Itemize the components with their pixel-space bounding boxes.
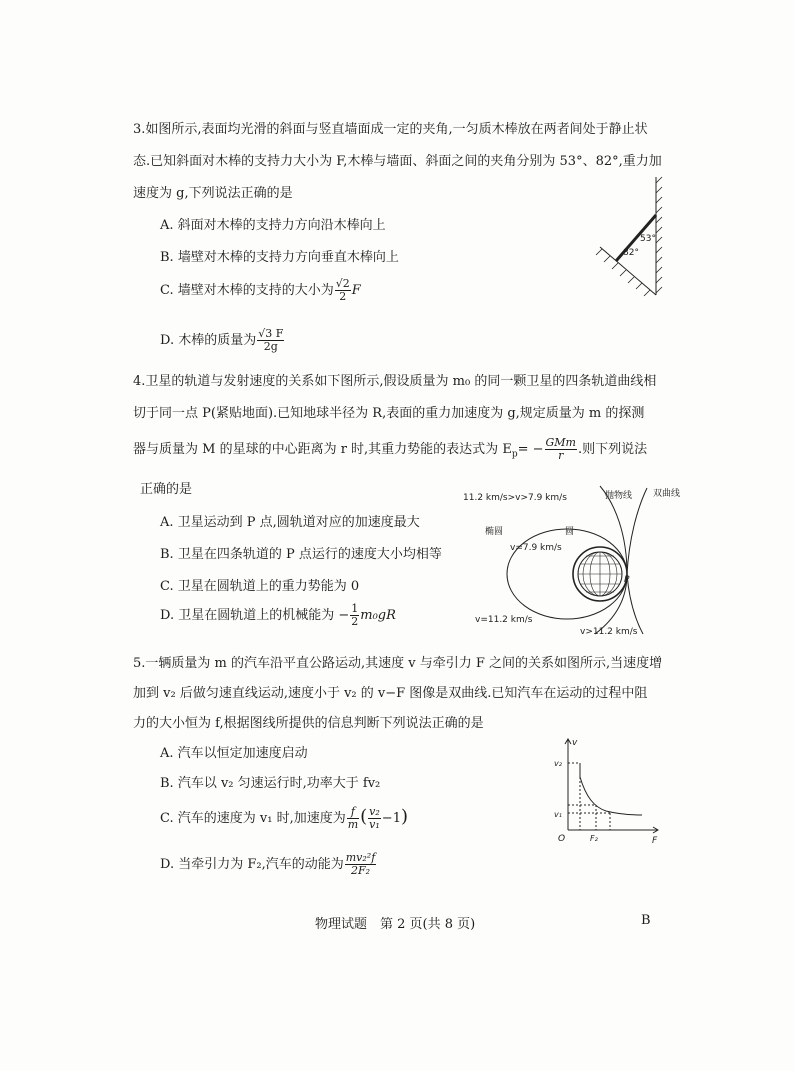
q5-vf-graph: [548, 735, 663, 845]
footer-version: B: [641, 913, 651, 928]
q5-v1-label: v₁: [554, 810, 562, 819]
q4-label-parabola: 抛物线: [605, 491, 633, 501]
q5-axis-v-label: v: [572, 738, 578, 748]
q4-option-b: B. 卫星在四条轨道的 P 点运行的速度大小均相等: [160, 547, 442, 562]
q3-figure: [590, 175, 670, 300]
q5-stem-line3: 力的大小恒为 f,根据图线所提供的信息判断下列说法正确的是: [133, 716, 484, 731]
q4-label-circle: 圆: [565, 527, 575, 537]
q4-label-vgt112: v>11.2 km/s: [580, 627, 638, 637]
q3-option-d-fraction: $\frac{√3 F}{2g}$: [258, 327, 284, 354]
q5-option-d: D. 当牵引力为 F₂,汽车的动能为 $\frac{\text{mv₂²f}}{\text{2F₂}}$: [160, 851, 376, 878]
q5-option-a: A. 汽车以恒定加速度启动: [160, 746, 308, 761]
q4-stem-line4: 正确的是: [140, 482, 193, 497]
q3-stem-line3: 速度为 g,下列说法正确的是: [133, 186, 293, 201]
q3-stem-line1: 3.如图所示,表面均光滑的斜面与竖直墙面成一定的夹角,一匀质木棒放在两者间处于静止状: [133, 122, 648, 137]
q5-origin-label: O: [558, 834, 566, 844]
q3-angle-82: 82°: [623, 248, 639, 258]
q4-stem-line1: 4.卫星的轨道与发射速度的关系如下图所示,假设质量为 m₀ 的同一颗卫星的四条轨道曲线相: [133, 374, 657, 389]
q3-option-d: [160, 328, 285, 353]
q4-stem-line2: 切于同一点 P(紧贴地面).已知地球半径为 R,表面的重力加速度为 g,规定质量为 m 的探测: [133, 406, 645, 421]
q5-axis-f-label: F: [652, 836, 658, 845]
q3-option-d-text: D. 木棒的质量为: [160, 333, 257, 349]
q5-option-b: B. 汽车以 v₂ 匀速运行时,功率大于 fv₂: [160, 776, 381, 791]
q5-f2-label: F₂: [590, 834, 598, 843]
q5-v2-label: v₂: [554, 759, 562, 768]
q4-label-v112: v=11.2 km/s: [475, 615, 533, 625]
q4-label-hyperbola: 双曲线: [653, 489, 681, 499]
q4-orbit-figure: [455, 484, 685, 639]
q3-angle-53: 53°: [640, 234, 656, 244]
q3-option-c-fraction: $\frac{√2}{2}$: [335, 277, 350, 304]
q4-label-top: 11.2 km/s>v>7.9 km/s: [463, 493, 567, 503]
q3-option-b: B. 墙壁对木棒的支持力方向垂直木棒向上: [160, 250, 399, 265]
q4-option-c: C. 卫星在圆轨道上的重力势能为 0: [160, 579, 360, 594]
q5-stem-line2: 加到 v₂ 后做匀速直线运动,速度小于 v₂ 的 v−F 图像是双曲线.已知汽车在运动的过程中阻: [133, 686, 648, 701]
q5-option-c: C. 汽车的速度为 v₁ 时,加速度为 $\frac{f}{m}$ ( $\frac{\text{v₂}}{\text{v₁}}$ −1): [160, 805, 408, 832]
q4-label-v79: v=7.9 km/s: [510, 543, 562, 553]
q4-label-p: P: [624, 575, 630, 585]
q4-option-d: D. 卫星在圆轨道上的机械能为 − $\frac{1}{2}$ m₀gR: [160, 602, 396, 629]
q4-option-a: A. 卫星运动到 P 点,圆轨道对应的加速度最大: [160, 515, 420, 530]
footer-page-info: 物理试题 第 2 页(共 8 页): [315, 917, 476, 932]
q3-stem-line2: 态.已知斜面对木棒的支持力大小为 F,木棒与墙面、斜面之间的夹角分别为 53°、82°,重力加: [133, 154, 662, 169]
q5-stem-line1: 5.一辆质量为 m 的汽车沿平直公路运动,其速度 v 与牵引力 F 之间的关系如图所示,当速度增: [133, 656, 663, 671]
q3-option-c-text: C. 墙壁对木棒的支持的大小为: [160, 283, 334, 299]
q4-label-ellipse: 椭圆: [485, 527, 504, 537]
q4-stem-line3: 器与质量为 M 的星球的中心距离为 r 时,其重力势能的表达式为 $E_p=$ − $\frac{\text{GMm}}{r}$ .则下列说法: [133, 436, 648, 463]
q3-option-a: A. 斜面对木棒的支持力方向沿木棒向上: [160, 218, 386, 233]
q3-option-c: C. 墙壁对木棒的支持的大小为 $\frac{√2}{2}$ F: [160, 277, 361, 304]
